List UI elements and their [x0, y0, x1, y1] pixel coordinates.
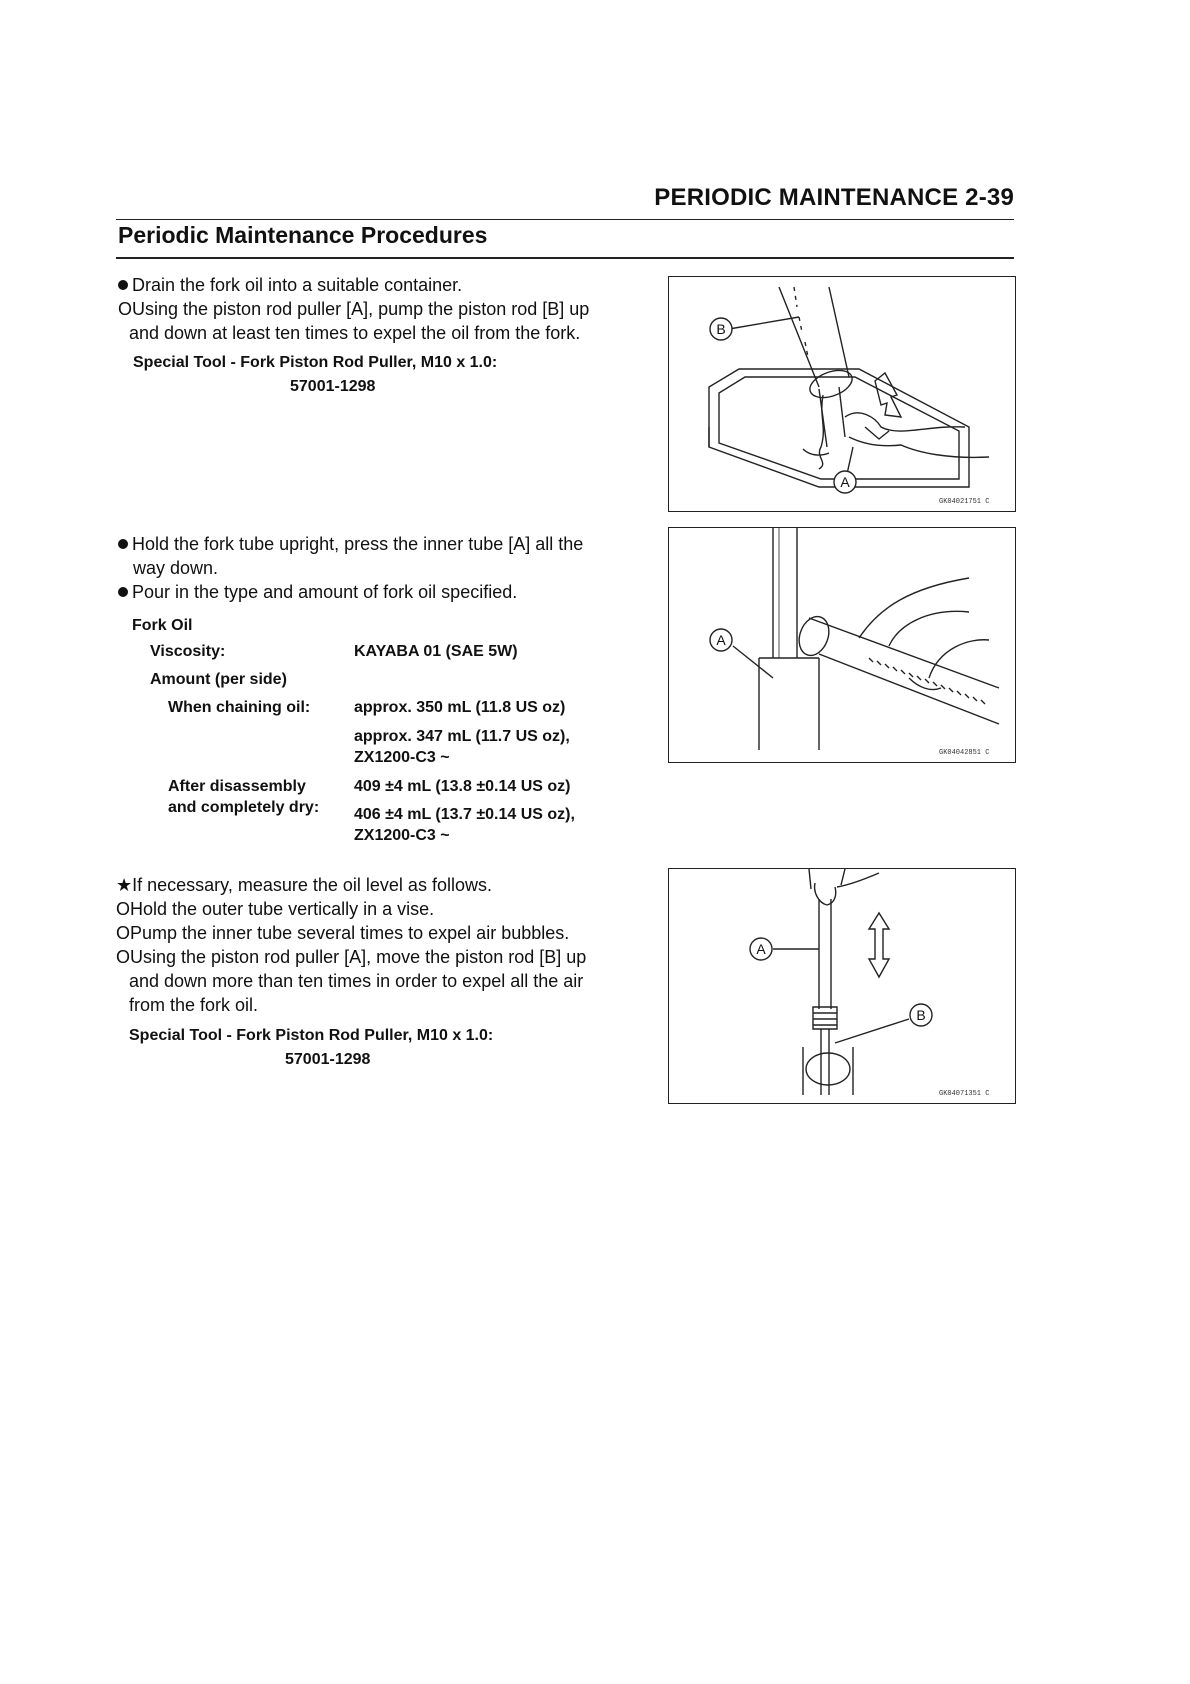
fork-oil-heading: Fork Oil [132, 617, 193, 634]
callout-a: A [716, 632, 726, 648]
figure-code: GK04042851 C [939, 749, 990, 757]
drain-text: Drain the fork oil into a suitable container. [132, 275, 463, 295]
hold-text: Hold the fork tube upright, press the inner tube [A] all the [132, 534, 584, 554]
using-puller-line-2: and down more than ten times in order to expel all the air [129, 971, 584, 991]
bullet-icon [118, 280, 128, 290]
drain-step [118, 273, 462, 297]
callout-a: A [756, 941, 766, 957]
callout-b: B [716, 321, 726, 337]
chaining-value-1: approx. 350 mL (11.8 US oz) [354, 699, 566, 716]
using-step-line-1: OUsing the piston rod puller [A], pump the piston rod [B] up [118, 299, 590, 319]
star-icon: ★ [116, 875, 133, 895]
figure-expel-air [668, 868, 1016, 1104]
figure-code: GK04071351 C [939, 1090, 990, 1098]
pour-step [118, 580, 517, 604]
hold-step-line-1 [118, 532, 583, 556]
amount-label: Amount (per side) [150, 671, 287, 688]
header-rule [116, 219, 1014, 220]
special-tool-line-1: Special Tool - Fork Piston Rod Puller, M10 x 1.0: [133, 354, 498, 371]
pour-text: Pour in the type and amount of fork oil specified. [132, 582, 518, 602]
chaining-label: When chaining oil: [168, 699, 311, 716]
callout-a: A [840, 474, 850, 490]
after-label-2: and completely dry: [168, 799, 320, 816]
expel-air-illustration [669, 869, 1015, 1103]
pour-oil-illustration [669, 528, 1015, 762]
after-label-1: After disassembly [168, 778, 306, 795]
special-tool-line-1: Special Tool - Fork Piston Rod Puller, M10 x 1.0: [129, 1027, 494, 1044]
figure-code: GK04021751 C [939, 498, 990, 506]
figure-drain-oil [668, 276, 1016, 512]
viscosity-value: KAYABA 01 (SAE 5W) [354, 643, 518, 660]
using-puller-line-3: from the fork oil. [129, 995, 259, 1015]
after-value-3: ZX1200-C3 ~ [354, 827, 450, 844]
chaining-value-3: ZX1200-C3 ~ [354, 749, 450, 766]
section-rule [116, 257, 1014, 259]
hold-outer-step: OHold the outer tube vertically in a vise. [116, 899, 435, 919]
section-title: Periodic Maintenance Procedures [118, 222, 488, 248]
pump-inner-step: OPump the inner tube several times to expel air bubbles. [116, 923, 570, 943]
if-necessary-text: If necessary, measure the oil level as follows. [132, 875, 492, 895]
using-step-line-2: and down at least ten times to expel the oil from the fork. [129, 323, 581, 343]
page-heading: PERIODIC MAINTENANCE 2-39 [654, 184, 1014, 211]
figure-pour-oil [668, 527, 1016, 763]
after-value-2: 406 ±4 mL (13.7 ±0.14 US oz), [354, 806, 575, 823]
chaining-value-2: approx. 347 mL (11.7 US oz), [354, 728, 570, 745]
drain-oil-illustration [669, 277, 1015, 511]
hold-step-line-2: way down. [133, 558, 219, 578]
bullet-icon [118, 587, 128, 597]
special-tool-part-number: 57001-1298 [290, 378, 376, 395]
viscosity-label: Viscosity: [150, 643, 226, 660]
callout-b: B [916, 1007, 926, 1023]
using-puller-line-1: OUsing the piston rod puller [A], move the piston rod [B] up [116, 947, 587, 967]
special-tool-part-number: 57001-1298 [285, 1051, 371, 1068]
after-value-1: 409 ±4 mL (13.8 ±0.14 US oz) [354, 778, 571, 795]
bullet-icon [118, 539, 128, 549]
if-necessary-step [116, 873, 492, 897]
